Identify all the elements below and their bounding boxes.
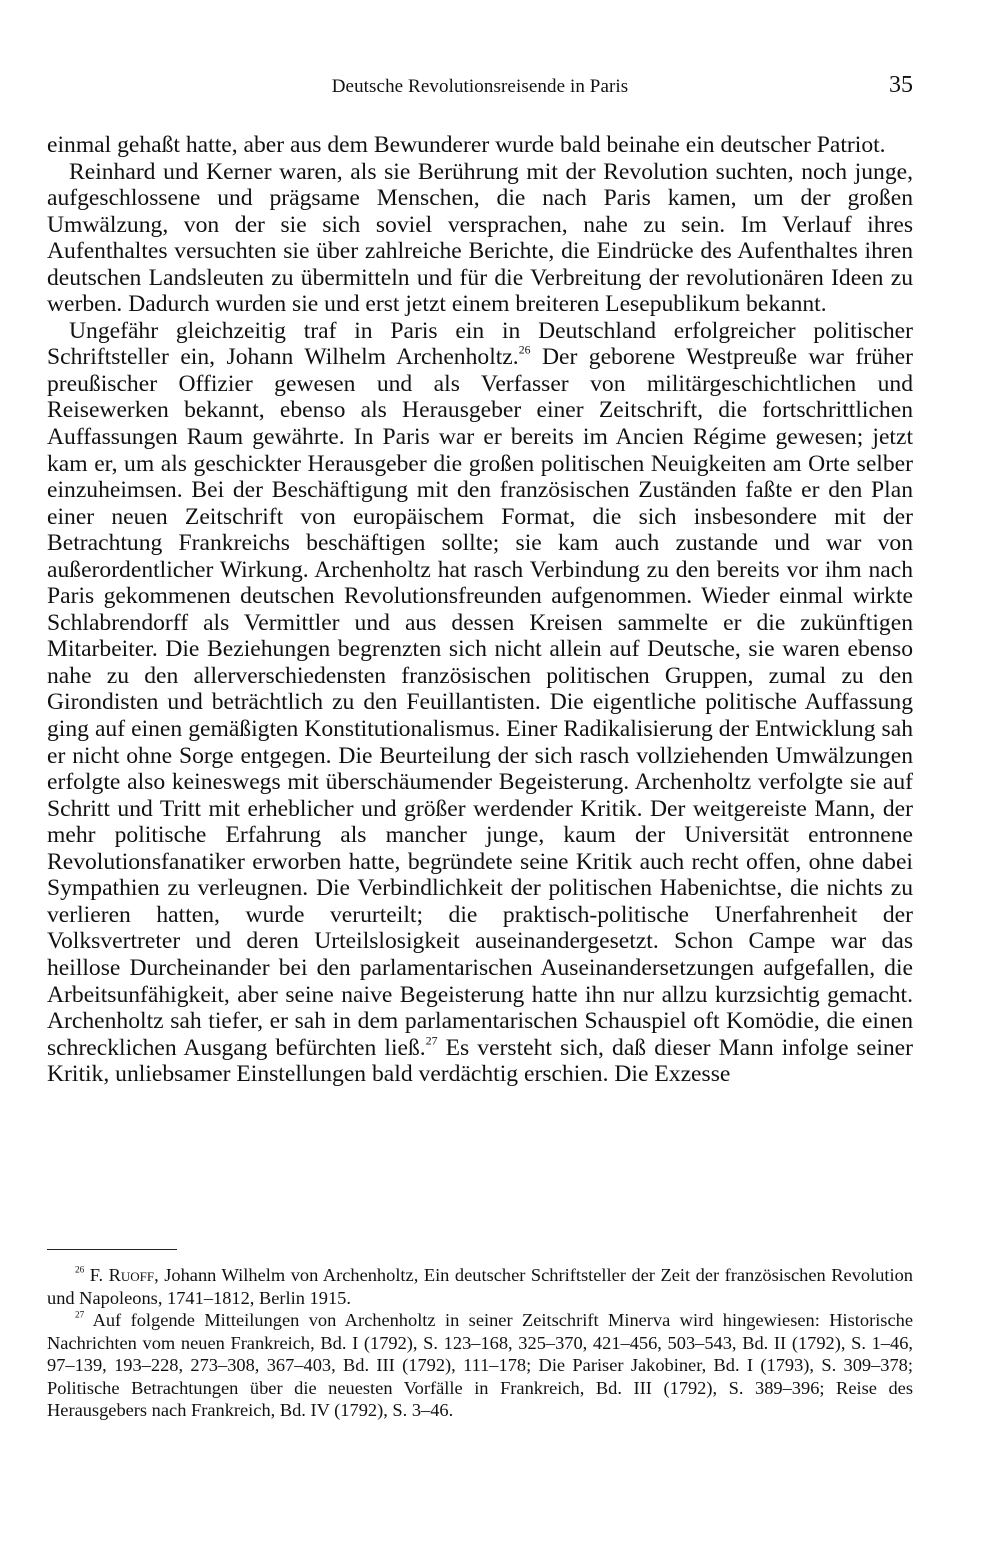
footnote-number: 27 [75, 1309, 85, 1320]
footnote-divider [47, 1249, 177, 1250]
paragraph-text: Der geborene Westpreuße war früher preußischer Offizier gewesen und als Verfasser von militärgeschichtlichen und Reisewerken bekannt, ebenso als Herausgeber einer Zeitschrift, die fortschrittlichen Auffassungen Raum gewährte. In Paris war er bereits im Ancien Régime gewesen; jetzt kam er, um als geschickter Herausgeber die großen politischen Neuigkeiten am Orte selber einzuheimsen. Bei der Beschäftigung mit den französischen Zuständen faßte er den Plan einer neuen Zeitschrift von europäischem Format, die sich insbesondere mit der Betrachtung Frankreichs beschäftigen sollte; sie kam auch zustande und war von außerordentlicher Wirkung. Archenholtz hat rasch Verbindung zu den bereits vor ihm nach Paris gekommenen deutschen Revolutionsfreunden aufgenommen. Wieder einmal wirkte Schlabrendorff als Vermittler und aus dessen Kreisen sammelte er die zukünftigen Mitarbeiter. Die Beziehungen begrenzten sich nicht allein auf Deutsche, sie waren ebenso nahe zu den allerverschiedensten französischen politischen Gruppen, zumal zu den Girondisten und beträchtlich zu den Feuillantisten. Die eigentliche politische Auffassung ging auf einen gemäßigten Konstitutionalismus. Einer Radikalisierung der Entwicklung sah er nicht ohne Sorge entgegen. Die Beurteilung der sich rasch vollziehenden Umwälzungen erfolgte also keineswegs mit überschäumender Begeisterung. Archenholtz verfolgte sie auf Schritt und Tritt mit erheblicher und größer werdender Kritik. Der weitgereiste Mann, der mehr politische Erfahrung als mancher junge, kaum der Universität entronnene Revolutionsfanatiker erworben hatte, begründete seine Kritik auch recht offen, ohne dabei Sympathien zu verleugnen. Die Verbindlichkeit der politischen Habenichtse, die nichts zu verlieren hatten, wurde verurteilt; die praktisch-politische Unerfahrenheit der Volksvertreter und deren Urteilslosigkeit auseinandergesetzt. Schon Campe war das heillose Durcheinander bei den parlamentarischen Auseinandersetzungen aufgefallen, die Arbeitsunfähigkeit, aber seine naive Begeisterung hatte ihn nur allzu kurzsichtig gemacht. Archenholtz sah tiefer, er sah in dem parlamentarischen Schauspiel oft Komödie, die einen schrecklichen Ausgang befürchten ließ. [47, 344, 913, 1061]
book-page [47, 0, 913, 1542]
paragraph-continuation [47, 132, 913, 159]
running-title: Deutsche Revolutionsreisende in Paris [331, 76, 629, 97]
paragraph-archenholtz [47, 318, 913, 1088]
footnote-text: , Johann Wilhelm von Archenholtz, Ein deutscher Schriftsteller der Zeit der französischen Revolution und Napoleons, 1741–1812, Berlin 1915. [47, 1265, 913, 1308]
footnote-26 [47, 1264, 913, 1309]
footnote-number: 26 [75, 1264, 85, 1275]
footnotes [47, 1264, 913, 1422]
paragraph-reinhard-kerner [47, 159, 913, 318]
footnote-27 [47, 1309, 913, 1422]
paragraph-text: Ungefähr gleichzeitig traf in Paris ein in Deutschland erfolgreicher politischer Schriftsteller ein, Johann Wilhelm Archenholtz. [47, 317, 913, 371]
paragraph-text: einmal gehaßt hatte, aber aus dem Bewunderer wurde bald beinahe ein deutscher Patriot. [47, 132, 886, 158]
footnote-reference-26[interactable]: 26 [518, 342, 531, 357]
body-text [47, 132, 913, 1088]
paragraph-text: Es versteht sich, daß dieser Mann infolge seiner Kritik, unliebsamer Einstellungen bald verdächtig erschien. Die Exzesse [47, 1034, 914, 1088]
page-number: 35 [889, 72, 913, 98]
footnote-text: Auf folgende Mitteilungen von Archenholtz in seiner Zeitschrift Minerva wird hingewiesen: Historische Nachrichten vom neuen Frankreich, Bd. I (1792), S. 123–168, 325–370, 421–456, 503–543, Bd. II (1792), S. 1–46, 97–139, 193–228, 273–308, 367–403, Bd. III (1792), 111–178; Die Pariser Jakobiner, Bd. I (1793), S. 309–378; Politische Betrachtungen über die neuesten Vorfälle in Frankreich, Bd. III (1792), S. 389–396; Reise des Herausgebers nach Frankreich, Bd. IV (1792), S. 3–46. [47, 1310, 913, 1420]
paragraph-text: Reinhard und Kerner waren, als sie Berührung mit der Revolution suchten, noch junge, aufgeschlossene und prägsame Menschen, die nach Paris kamen, um der großen Umwälzung, von der sie sich soviel versprachen, nahe zu sein. Im Verlauf ihres Aufenthaltes versuchten sie über zahlreiche Berichte, die Eindrücke des Aufenthaltes ihren deutschen Landsleuten zu übermitteln und für die Verbreitung der revolutionären Ideen zu werben. Dadurch wurden sie und erst jetzt einem breiteren Lesepublikum bekannt. [47, 158, 913, 318]
page-header [47, 72, 913, 102]
footnote-author: F. Ruoff [89, 1265, 155, 1285]
footnote-reference-27[interactable]: 27 [425, 1032, 438, 1047]
